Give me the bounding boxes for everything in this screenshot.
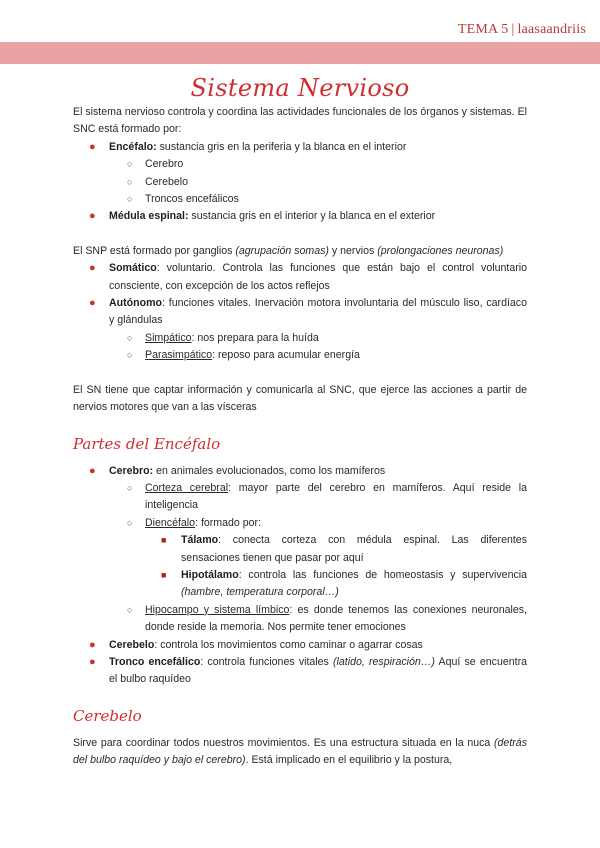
list-item-cerebelo [73, 174, 527, 191]
sn-paragraph: El SN tiene que captar información y comunicarla al SNC, que ejerce las acciones a partir de nervios motores que van a las vísceras [73, 383, 527, 414]
list-item-cerebro [73, 156, 527, 173]
spacer [73, 454, 527, 463]
list-item-parasimpatico [73, 347, 527, 364]
list-item-hipocampo [73, 602, 527, 637]
circle-bullet-icon: ○ [127, 482, 133, 493]
desc-talamo: : conecta corteza con médula espinal. Las diferentes sensaciones tienen que pasar por aquí [181, 534, 527, 564]
spacer [73, 726, 527, 735]
snp-text: El SNP está formado por ganglios [73, 244, 236, 257]
list-item-encefalo [73, 139, 527, 156]
cerebelo-paragraph [73, 735, 527, 770]
list-item-corteza [73, 480, 527, 515]
circle-bullet-icon: ○ [127, 350, 133, 361]
snp-text: y nervios [328, 244, 378, 257]
term-diencefalo: Diencéfalo [145, 516, 196, 529]
term-medula: Médula espinal: [109, 210, 189, 223]
desc-simpatico: : nos prepara para la huída [191, 331, 319, 344]
document-body [73, 104, 527, 770]
term-corteza: Corteza cerebral [145, 481, 229, 494]
section-heading-partes: Partes del Encéfalo [73, 434, 221, 453]
circle-bullet-icon: ○ [127, 194, 133, 205]
list-item-simpatico [73, 330, 527, 347]
bullet-icon: ● [89, 464, 96, 477]
term-tronco: Tronco encefálico [109, 655, 201, 668]
desc-hipocampo: : es donde tenemos las conexiones neuronales, donde reside la memoria. Nos permite tener emociones [145, 603, 528, 634]
header-separator: | [511, 22, 515, 37]
list-item-medula [73, 208, 527, 225]
desc-medula: sustancia gris en el interior y la blanca en el exterior [188, 210, 436, 223]
term-cerebro: Cerebro: [109, 464, 154, 477]
desc-tronco-end: Aquí se encuentra el bulbo raquídeo [109, 655, 527, 686]
bullet-icon: ● [89, 210, 96, 223]
list-item-tronco [73, 654, 527, 689]
header-topic: TEMA 5 [457, 22, 509, 37]
desc-encefalo: sustancia gris en la periferia y la blanca en el interior [156, 140, 407, 153]
cerebelo-note: (detrás del bulbo raquídeo y bajo el cerebro) [73, 736, 527, 767]
spacer [73, 226, 527, 243]
encefalo-part: Cerebelo [145, 175, 188, 188]
circle-bullet-icon: ○ [127, 604, 133, 615]
encefalo-part: Cerebro [145, 158, 184, 171]
desc-tronco: : controla funciones vitales [200, 655, 334, 668]
spacer [73, 417, 527, 434]
snp-note: (agrupación somas) [235, 244, 329, 257]
desc-diencefalo: : formado por: [195, 516, 262, 529]
list-item-autonomo [73, 295, 527, 330]
circle-bullet-icon: ○ [127, 517, 133, 528]
list-item-diencefalo [73, 515, 527, 532]
square-bullet-icon: ■ [161, 569, 167, 580]
bullet-icon: ● [89, 262, 96, 275]
cerebelo-text: Sirve para coordinar todos nuestros movimientos. Es una estructura situada en la nuca [73, 736, 495, 749]
term-autonomo: Autónomo [109, 297, 162, 310]
term-hipocampo: Hipocampo y sistema límbico [145, 603, 290, 616]
partes-list [73, 463, 527, 689]
term-cerebelo: Cerebelo [109, 638, 155, 651]
desc-parasimpatico: : reposo para acumular energía [212, 349, 360, 362]
term-parasimpatico: Parasimpático [145, 349, 213, 362]
circle-bullet-icon: ○ [127, 159, 133, 170]
header-author: laasaandriis [517, 22, 586, 37]
snc-list [73, 139, 527, 226]
term-somatico: Somático [109, 262, 157, 275]
circle-bullet-icon: ○ [127, 176, 133, 187]
square-bullet-icon: ■ [161, 535, 167, 546]
bullet-icon: ● [89, 297, 96, 310]
bullet-icon: ● [89, 638, 96, 651]
bullet-icon: ● [89, 140, 96, 153]
desc-cerebelo: : controla los movimientos como caminar o agarrar cosas [154, 638, 423, 651]
header-band [0, 42, 600, 64]
page-title: Sistema Nervioso [190, 74, 410, 102]
list-item-talamo [73, 532, 527, 567]
spacer [73, 365, 527, 382]
desc-corteza: : mayor parte del cerebro en mamíferos. Aquí reside la inteligencia [145, 481, 528, 512]
list-item-hipotalamo [73, 567, 527, 602]
header-label [458, 22, 586, 38]
spacer [73, 689, 527, 706]
snp-note: (prolongaciones neuronas) [377, 244, 504, 257]
desc-cerebro: en animales evolucionados, como los mamíferos [153, 464, 386, 477]
note-tronco: (latido, respiración…) [333, 655, 435, 668]
desc-hipotalamo: : controla las funciones de homeostasis y supervivencia [238, 568, 527, 581]
list-item-somatico [73, 260, 527, 295]
encefalo-part: Troncos encefálicos [145, 193, 239, 206]
section-heading-cerebelo: Cerebelo [73, 706, 142, 725]
snp-paragraph [73, 243, 527, 260]
snp-list [73, 260, 527, 364]
list-item-cerebro-main [73, 463, 527, 480]
list-item-troncos [73, 191, 527, 208]
term-encefalo: Encéfalo: [109, 140, 157, 153]
term-simpatico: Simpático [145, 331, 192, 344]
cerebelo-text-end: . Está implicado en el equilibrio y la postura, [245, 754, 453, 767]
desc-autonomo: : funciones vitales. Inervación motora involuntaria del músculo liso, cardíaco y glándulas [109, 297, 527, 327]
desc-somatico: : voluntario. Controla las funciones que están bajo el control voluntario consciente, con excepción de los actos reflejos [109, 262, 527, 292]
list-item-cerebelo-main [73, 637, 527, 654]
circle-bullet-icon: ○ [127, 332, 133, 343]
term-talamo: Tálamo [181, 534, 219, 547]
intro-paragraph: El sistema nervioso controla y coordina las actividades funcionales de los órganos y sistemas. El SNC está formado por: [73, 106, 527, 136]
term-hipotalamo: Hipotálamo [181, 568, 239, 581]
page-header [0, 0, 600, 40]
note-hipotalamo: (hambre, temperatura corporal…) [181, 586, 339, 599]
bullet-icon: ● [89, 655, 96, 668]
